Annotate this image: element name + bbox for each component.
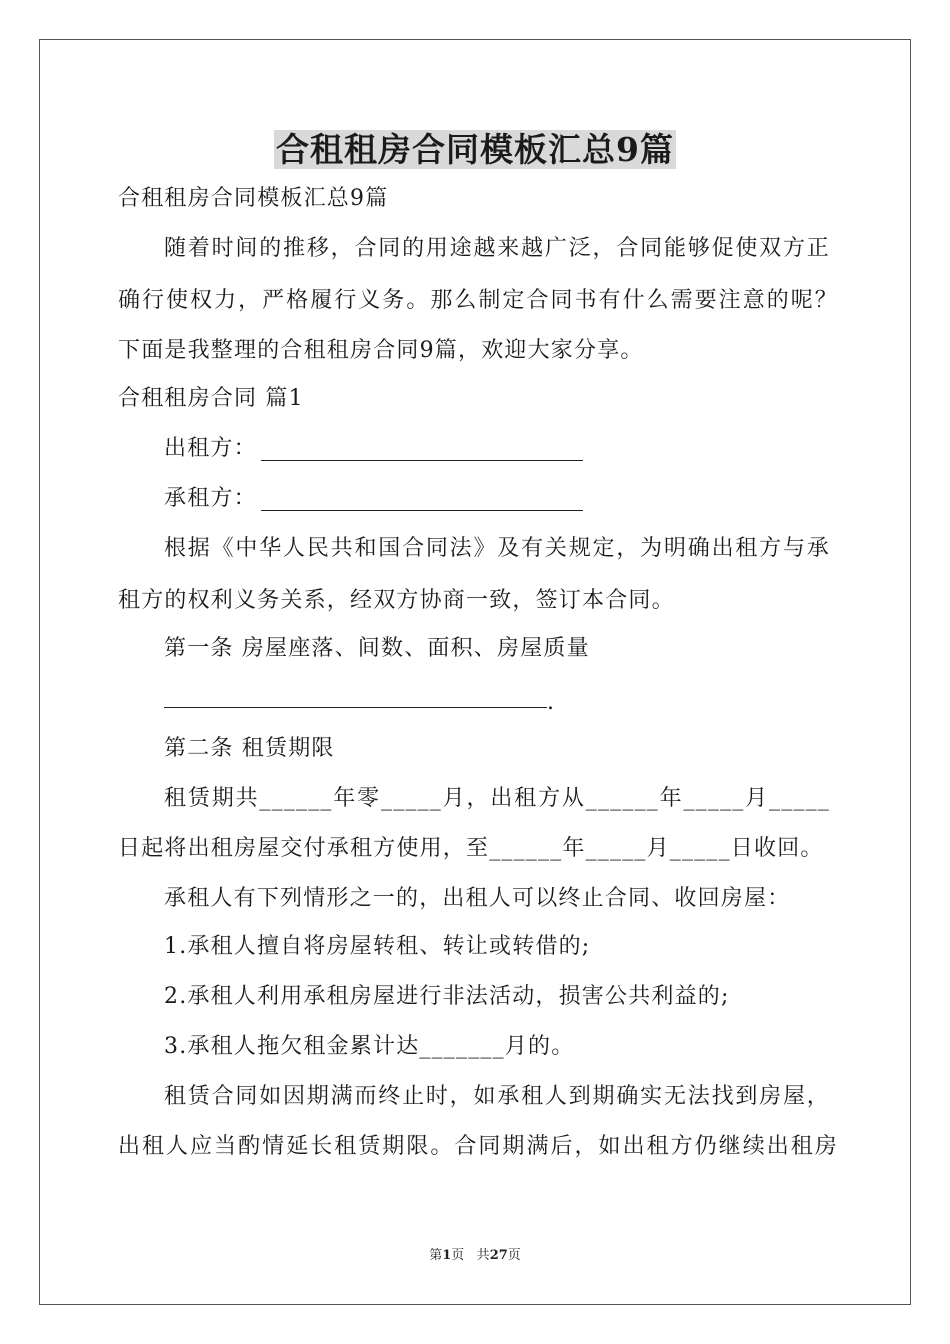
lessee-label: 承租方： [164,486,257,511]
section-heading: 合租租房合同 篇1 [118,386,304,411]
termination-intro: 承租人有下列情形之一的，出租人可以终止合同、收回房屋： [164,886,791,911]
termination-item-3: 3.承租人拖欠租金累计达_______月的。 [164,1034,575,1059]
expiry-line-2: 出租人应当酌情延长租赁期限。合同期满后，如出租方仍继续出租房 [118,1134,838,1159]
expiry-line-1: 租赁合同如因期满而终止时，如承租人到期确实无法找到房屋， [164,1084,830,1109]
lessee-blank [261,488,583,511]
lessor-label: 出租方： [164,436,257,461]
article-1-blank [164,707,547,708]
total-prefix: 共 [476,1248,490,1263]
article-1: 第一条 房屋座落、间数、面积、房屋质量 [164,636,590,661]
lessor-row [164,434,884,464]
page-total: 27 [489,1248,508,1263]
basis-line-1: 根据《中华人民共和国合同法》及有关规定，为明确出租方与承 [164,536,830,561]
page-current: 1 [442,1248,452,1263]
page-footer [0,1247,950,1265]
lease-line-2: 日起将出租房屋交付承租方使用，至______年_____月_____日收回。 [118,836,824,861]
total-suffix: 页 [507,1248,521,1263]
document-title-text: 合租租房合同模板汇总9篇 [276,130,674,169]
termination-item-1: 1.承租人擅自将房屋转租、转让或转借的; [164,934,591,959]
document-title [0,128,950,172]
basis-line-2: 租方的权利义务关系，经双方协商一致，签订本合同。 [118,588,675,613]
article-2: 第二条 租赁期限 [164,736,335,761]
lease-line-1: 租赁期共______年零_____月，出租方从______年_____月_____ [164,786,830,811]
termination-item-2: 2.承租人利用承租房屋进行非法活动，损害公共利益的; [164,984,730,1009]
page-suffix: 页 [451,1248,465,1263]
intro-line-1: 随着时间的推移，合同的用途越来越广泛，合同能够促使双方正 [164,236,830,261]
article-1-end: . [547,690,554,715]
lessor-blank [261,438,583,461]
document-subtitle: 合租租房合同模板汇总9篇 [118,186,389,211]
intro-line-2: 确行使权力，严格履行义务。那么制定合同书有什么需要注意的呢？ [118,288,838,313]
intro-line-3: 下面是我整理的合租租房合同9篇，欢迎大家分享。 [118,338,644,363]
lessee-row [164,484,884,514]
page-prefix: 第 [429,1248,443,1263]
page-border [39,39,911,1305]
